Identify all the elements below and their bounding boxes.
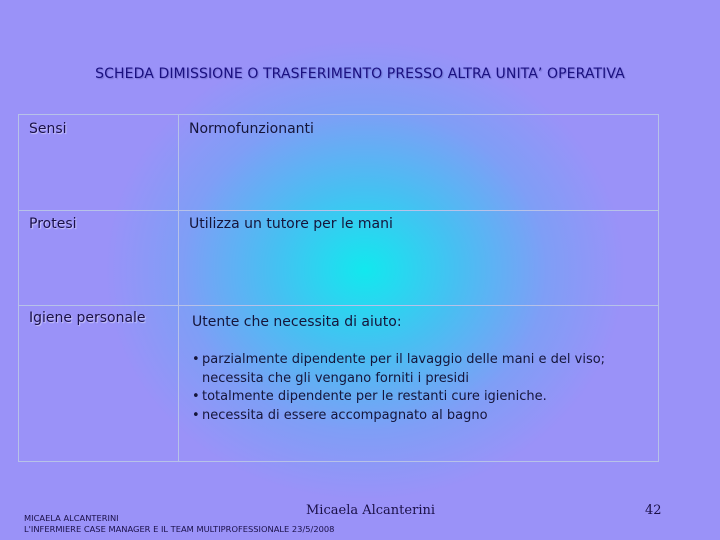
footer-course: L'INFERMIERE CASE MANAGER E IL TEAM MULTIPROFESSIONALE 23/5/2008 <box>24 524 335 534</box>
bullet-icon: • <box>192 389 200 404</box>
bullet-icon: • <box>192 352 200 367</box>
footer-author-caps: MICAELA ALCANTERINI <box>24 513 119 523</box>
table-row <box>19 115 658 211</box>
row-label-igiene: Igiene personale <box>29 310 146 326</box>
column-divider <box>178 305 179 461</box>
bullet-continuation: necessita che gli vengano forniti i presidi <box>202 370 469 386</box>
footer-author: Micaela Alcanterini <box>306 503 436 518</box>
table-row <box>19 210 658 306</box>
row-label-protesi: Protesi <box>29 216 77 232</box>
bullet-icon: • <box>192 407 200 423</box>
row-value-igiene: Utente che necessita di aiuto: <box>192 314 402 330</box>
column-divider <box>178 210 179 305</box>
bullet-item: • totalmente dipendente per le restanti cure igieniche. <box>192 388 605 407</box>
table-row <box>19 305 658 461</box>
column-divider <box>178 115 179 210</box>
bullet-list <box>192 351 605 425</box>
row-label-sensi: Sensi <box>29 121 67 137</box>
row-value-protesi: Utilizza un tutore per le mani <box>189 216 393 232</box>
footer-credits <box>24 513 334 535</box>
discharge-table <box>18 114 659 462</box>
row-value-sensi: Normofunzionanti <box>189 121 314 137</box>
slide-title: SCHEDA DIMISSIONE O TRASFERIMENTO PRESSO ALTRA UNITA’ OPERATIVA <box>95 66 625 82</box>
bullet-item: • necessita di essere accompagnato al bagno <box>192 407 605 426</box>
bullet-item: • parzialmente dipendente per il lavaggio delle mani e del viso; <box>192 351 605 370</box>
page-number: 42 <box>645 503 662 518</box>
